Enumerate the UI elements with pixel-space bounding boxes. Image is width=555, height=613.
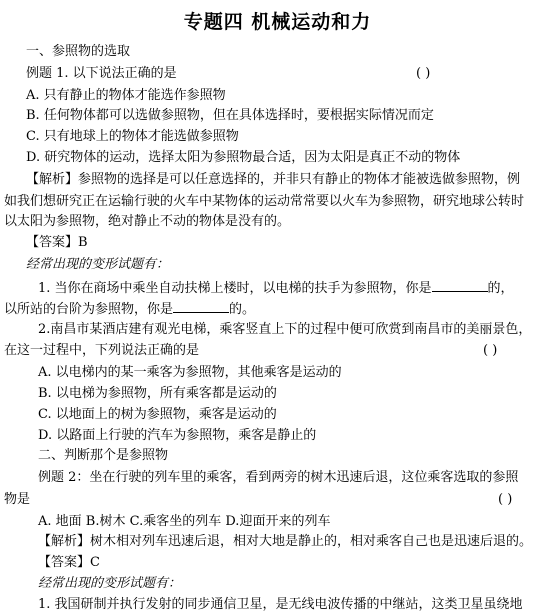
example1-answer: 【答案】B	[26, 235, 88, 250]
example1-analysis-line: 如我们想研究正在运输行驶的火车中某物体的运动常常要以火车为参照物，研究地球公转时	[4, 194, 525, 209]
variant-question-2-line: 在这一过程中，下列说法正确的是	[4, 343, 200, 358]
example2-question-line: 例题 2：坐在行驶的列车里的乘客，看到两旁的树木迅速后退，这位乘客选取的参照	[38, 470, 519, 485]
section-heading-1: 一、参照物的选取	[26, 44, 131, 59]
example2-answer: 【答案】C	[38, 555, 100, 570]
variant-question-3-line: 1. 我国研制并执行发射的同步通信卫星，是无线电波传播的中继站，这类卫星虽绕地	[38, 597, 523, 612]
section-heading-2: 二、判断那个是参照物	[38, 448, 169, 463]
example1-analysis-line: 以太阳为参照物，绝对静止不动的物体是没有的。	[4, 214, 291, 229]
example1-answer-paren: ( )	[416, 66, 431, 81]
variant-question-1-text: 的。	[229, 302, 256, 317]
variant-question-1-line	[38, 279, 514, 297]
variants-label: 经常出现的变形试题有：	[38, 576, 182, 591]
example2-paren: ( )	[498, 492, 513, 507]
variant-question-1-line	[4, 300, 255, 318]
example2-analysis: 【解析】树木相对列车迅速后退，相对大地是静止的，相对乘客自己也是迅速后退的。	[38, 534, 533, 549]
variant-question-2-option-a: A. 以电梯内的某一乘客为参照物，其他乘客是运动的	[38, 365, 342, 380]
variant-question-2-line: 2.南昌市某酒店建有观光电梯，乘客竖直上下的过程中便可欣赏到南昌市的美丽景色，	[38, 322, 532, 337]
variant-question-2-paren: ( )	[483, 343, 498, 358]
example1-option-d: D. 研究物体的运动，选择太阳为参照物最合适，因为太阳是真正不动的物体	[26, 150, 461, 165]
variant-question-1-text: 以所站的台阶为参照物，你是	[4, 302, 174, 317]
variant-question-2-option-c: C. 以地面上的树为参照物，乘客是运动的	[38, 407, 277, 422]
answer-blank[interactable]	[173, 300, 229, 313]
page-title: 专题四 机械运动和力	[183, 11, 372, 33]
example1-option-c: C. 只有地球上的物体才能选做参照物	[26, 129, 239, 144]
example1-option-a: A. 只有静止的物体才能选作参照物	[26, 88, 226, 103]
example1-analysis-line: 【解析】参照物的选择是可以任意选择的，并非只有静止的物体才能被选做参照物，例	[26, 172, 521, 187]
variant-question-2-option-d: D. 以路面上行驶的汽车为参照物，乘客是静止的	[38, 428, 317, 443]
example2-question-line: 物是	[4, 492, 31, 507]
example2-options: A. 地面 B.树木 C.乘客坐的列车 D.迎面开来的列车	[38, 514, 331, 529]
example1-question: 例题 1. 以下说法正确的是	[26, 66, 177, 81]
answer-blank[interactable]	[432, 279, 488, 292]
variant-question-1-text: 1. 当你在商场中乘坐自动扶梯上楼时，以电梯的扶手为参照物，你是	[38, 281, 432, 296]
example1-option-b: B. 任何物体都可以选做参照物，但在具体选择时，要根据实际情况而定	[26, 108, 434, 123]
variant-question-1-text: 的，	[487, 281, 514, 296]
variants-label: 经常出现的变形试题有：	[26, 257, 170, 272]
variant-question-2-option-b: B. 以电梯为参照物，所有乘客都是运动的	[38, 386, 277, 401]
